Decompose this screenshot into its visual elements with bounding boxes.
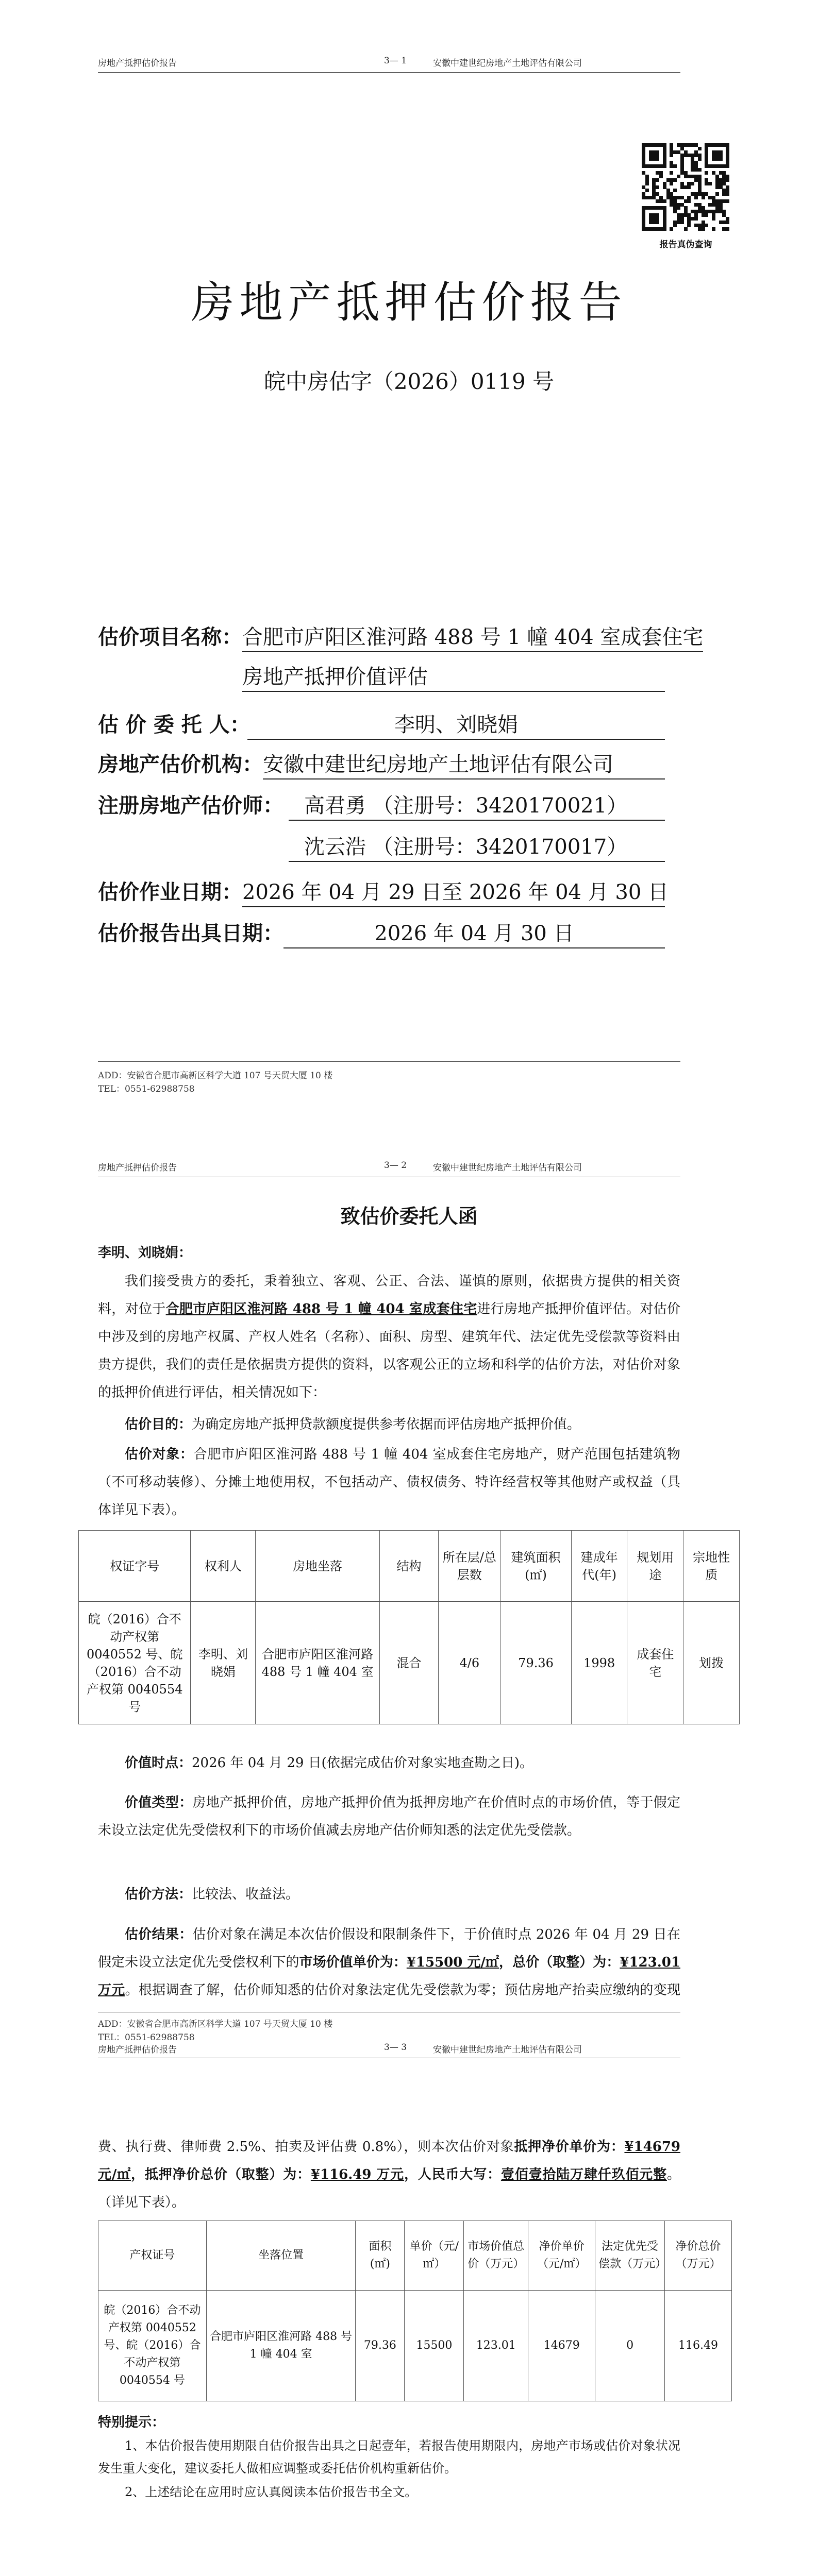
table-cell: 116.49 [665, 2291, 732, 2401]
table-header: 净价单价（元/㎡） [528, 2221, 595, 2291]
method-label: 估价方法： [125, 1887, 192, 1902]
table-cell: 123.01 [464, 2291, 528, 2401]
client-label: 估 价 委 托 人： [98, 713, 251, 737]
table-cell: 0 [595, 2291, 665, 2401]
result-text-a: 估价对象在满足本次估价假设和限制条件下，于价值时点 2026 年 04 月 29 日在假定未设立法定优先受偿权利下的 [98, 1927, 680, 1970]
client-row [98, 708, 518, 738]
project-name-row [98, 621, 704, 650]
rmb-uppercase: 壹佰壹拾陆万肆仟玖佰元整 [500, 2167, 667, 2182]
market-total-price: ¥123.01 万元 [98, 1955, 680, 1998]
work-date-value: 2026 年 04 月 29 日至 2026 年 04 月 30 日 [242, 876, 665, 907]
value-type-text: 房地产抵押价值，房地产抵押价值为抵押房地产在价值时点的市场价值，等于假定未设立法定优先受偿权利下的市场价值减去房地产估价师知悉的法定优先受偿款。 [98, 1795, 680, 1838]
table-cell: 4/6 [439, 1602, 500, 1724]
result2-text-b: 。（详见下表）。 [98, 2167, 680, 2210]
page-header [98, 2042, 680, 2058]
table-header: 权证字号 [79, 1531, 191, 1602]
table-header: 法定优先受偿款（万元） [595, 2221, 665, 2291]
org-row [98, 748, 613, 777]
table-header: 市场价值总价（万元） [464, 2221, 528, 2291]
header-company: 安徽中建世纪房地产土地评估有限公司 [433, 1163, 582, 1173]
footer [98, 2018, 332, 2044]
value-type-label: 价值类型： [125, 1795, 193, 1810]
table-header: 房地坐落 [256, 1531, 379, 1602]
table-header-row [98, 2221, 732, 2291]
header-company: 安徽中建世纪房地产土地评估有限公司 [433, 58, 582, 69]
result-text-b: 。根据调查了解，估价师知悉的估价对象法定优先受偿款为零；预估房地产抬卖应缴纳的变现 [125, 1982, 680, 1998]
page-number: 3— 2 [384, 1160, 407, 1171]
net-unit-price: ¥14679 元/㎡ [98, 2139, 680, 2182]
salutation: 李明、刘晓娟： [98, 1245, 192, 1261]
result-label: 估价结果： [125, 1927, 193, 1942]
value-time-label: 价值时点： [125, 1755, 192, 1771]
property-table [78, 1530, 740, 1724]
footer-tel: TEL：0551-62988758 [98, 2032, 195, 2043]
page-header [98, 1160, 680, 1176]
value-time-paragraph [98, 1749, 680, 1777]
intro-paragraph [98, 1267, 680, 1406]
purpose-label: 估价目的： [125, 1417, 192, 1432]
table-header: 结构 [379, 1531, 438, 1602]
appraiser-2: 沈云浩 （注册号：3420170017） [289, 831, 665, 862]
report-number: 皖中房估字（2026）0119 号 [263, 369, 555, 394]
table-cell: 79.36 [500, 1602, 571, 1724]
table-header-row [79, 1531, 740, 1602]
table-cell: 合肥市庐阳区淮河路 488 号 1 幢 404 室 [206, 2291, 356, 2401]
header-report-title: 房地产抵押估价报告 [98, 58, 177, 69]
issue-date-value: 2026 年 04 月 30 日 [283, 917, 665, 948]
object-text: 合肥市庐阳区淮河路 488 号 1 幢 404 室成套住宅房地产，财产范围包括建筑物（不可移动装修）、分摊土地使用权，不包括动产、债权债务、特许经营权等其他财产或权益（具体详见下表）。 [98, 1447, 680, 1518]
table-header: 所在层/总层数 [439, 1531, 500, 1602]
table-header: 建筑面积(㎡) [500, 1531, 571, 1602]
value-type-paragraph [98, 1789, 680, 1844]
value-time-text: 2026 年 04 月 29 日(依据完成估价对象实地查勘之日)。 [192, 1755, 533, 1771]
table-cell: 划拨 [683, 1602, 740, 1724]
header-rule [98, 72, 680, 73]
issue-date-row [98, 917, 574, 946]
table-cell: 皖（2016）合不动产权第 0040552 号、皖（2016）合不动产权第 0040554 号 [98, 2291, 207, 2401]
object-paragraph [98, 1440, 680, 1524]
work-date-row [98, 876, 669, 905]
page-header [98, 56, 680, 71]
project-value-line1: 合肥市庐阳区淮河路 488 号 1 幢 404 室成套住宅 [242, 621, 703, 652]
table-cell: 成套住宅 [627, 1602, 683, 1724]
table-cell: 皖（2016）合不动产权第 0040552 号、皖（2016）合不动产权第 0040554 号 [79, 1602, 191, 1724]
issue-date-label: 估价报告出具日期： [98, 921, 283, 945]
appraiser-label: 注册房地产估价师： [98, 793, 283, 818]
net-total-price: ¥116.49 万元 [310, 2167, 405, 2182]
market-unit-price: ¥15500 元/㎡ [406, 1955, 499, 1970]
org-label: 房地产估价机构： [98, 752, 263, 776]
qr-code-icon[interactable] [642, 143, 729, 231]
table-cell: 15500 [405, 2291, 464, 2401]
footer-address: ADD：安徽省合肥市高新区科学大道 107 号天贸大厦 10 楼 [98, 1071, 333, 1081]
purpose-paragraph [98, 1411, 680, 1438]
project-value-line2: 房地产抵押价值评估 [242, 660, 665, 692]
rmb-label: ，人民币大写： [404, 2167, 501, 2182]
table-cell: 1998 [571, 1602, 627, 1724]
result-total-label: ，总价（取整）为： [499, 1955, 620, 1970]
net-unit-label: 抵押净价单价为： [514, 2139, 625, 2155]
table-cell: 合肥市庐阳区淮河路 488 号 1 幢 404 室 [256, 1602, 379, 1724]
object-label: 估价对象： [125, 1447, 194, 1462]
purpose-text: 为确定房地产抵押贷款额度提供参考依据而评估房地产抵押价值。 [192, 1417, 581, 1432]
page-number: 3— 3 [384, 2042, 407, 2053]
property-address: 合肥市庐阳区淮河路 488 号 1 幢 404 室成套住宅 [165, 1301, 477, 1317]
qr-caption: 报告真伪查询 [659, 240, 712, 250]
intro-text-b: 进行房地产抵押价值评估。对估价中涉及到的房地产权属、产权人姓名（名称）、面积、房型、建筑年代、法定优先受偿款等资料由贵方提供，我们的责任是依据贵方提供的资料，以客观公正的立场和科学的估价方法，对估价对象的抵押价值进行评估，相关情况如下： [98, 1301, 680, 1400]
table-cell: 79.36 [356, 2291, 405, 2401]
net-total-label: ，抵押净价总价（取整）为： [131, 2167, 311, 2182]
table-cell: 李明、刘晓娟 [191, 1602, 256, 1724]
table-header: 净价总价（万元） [665, 2221, 732, 2291]
table-cell: 14679 [528, 2291, 595, 2401]
note-1: 1、本估价报告使用期限自估价报告出具之日起壹年，若报告使用期限内，房地产市场或估价对象状况发生重大变化，建议委托人做相应调整或委托估价机构重新估价。 [98, 2438, 680, 2476]
result-paragraph [98, 1921, 680, 2004]
intro-text-a: 我们接受贵方的委托，秉着独立、客观、公正、合法、谨慎的原则，依据贵方提供的相关资料，对位于 [98, 1274, 680, 1317]
table-header: 单价（元/㎡） [405, 2221, 464, 2291]
header-report-title: 房地产抵押估价报告 [98, 1163, 177, 1173]
table-header: 宗地性质 [683, 1531, 740, 1602]
client-value: 李明、刘晓娟 [247, 708, 665, 740]
header-report-title: 房地产抵押估价报告 [98, 2045, 177, 2055]
table-header: 规划用途 [627, 1531, 683, 1602]
page-number: 3— 1 [384, 56, 407, 66]
letter-title: 致估价委托人函 [340, 1205, 478, 1228]
table-header: 产权证号 [98, 2221, 207, 2291]
work-date-label: 估价作业日期： [98, 880, 242, 904]
header-company: 安徽中建世纪房地产土地评估有限公司 [433, 2045, 582, 2055]
appraiser-1: 高君勇 （注册号：3420170021） [289, 789, 665, 821]
project-label: 估价项目名称： [98, 625, 242, 649]
table-header: 权利人 [191, 1531, 256, 1602]
result-market-label: 市场价值单价为： [299, 1955, 407, 1970]
footer-tel: TEL：0551-62988758 [98, 1084, 195, 1094]
table-header: 面积(㎡) [356, 2221, 405, 2291]
appraiser-row [98, 789, 628, 819]
valuation-table [98, 2221, 732, 2401]
method-text: 比较法、收益法。 [192, 1887, 299, 1902]
table-header: 建成年代(年) [571, 1531, 627, 1602]
notes-heading: 特别提示： [98, 2415, 165, 2430]
table-row [98, 2291, 732, 2401]
org-value: 安徽中建世纪房地产土地评估有限公司 [263, 748, 665, 779]
footer-address: ADD：安徽省合肥市高新区科学大道 107 号天贸大厦 10 楼 [98, 2019, 333, 2029]
footer [98, 1069, 332, 1096]
table-cell: 混合 [379, 1602, 438, 1724]
table-header: 坐落位置 [206, 2221, 356, 2291]
footer-rule [98, 1061, 680, 1062]
note-2: 2、上述结论在应用时应认真阅读本估价报告书全文。 [125, 2485, 418, 2499]
result-continued-paragraph [98, 2133, 680, 2216]
cover-title: 房地产抵押估价报告 [191, 277, 627, 328]
method-paragraph [98, 1880, 680, 1908]
result2-text-a: 费、执行费、律师费 2.5%、拍卖及评估费 0.8%），则本次估价对象 [98, 2139, 514, 2155]
table-row [79, 1602, 740, 1724]
